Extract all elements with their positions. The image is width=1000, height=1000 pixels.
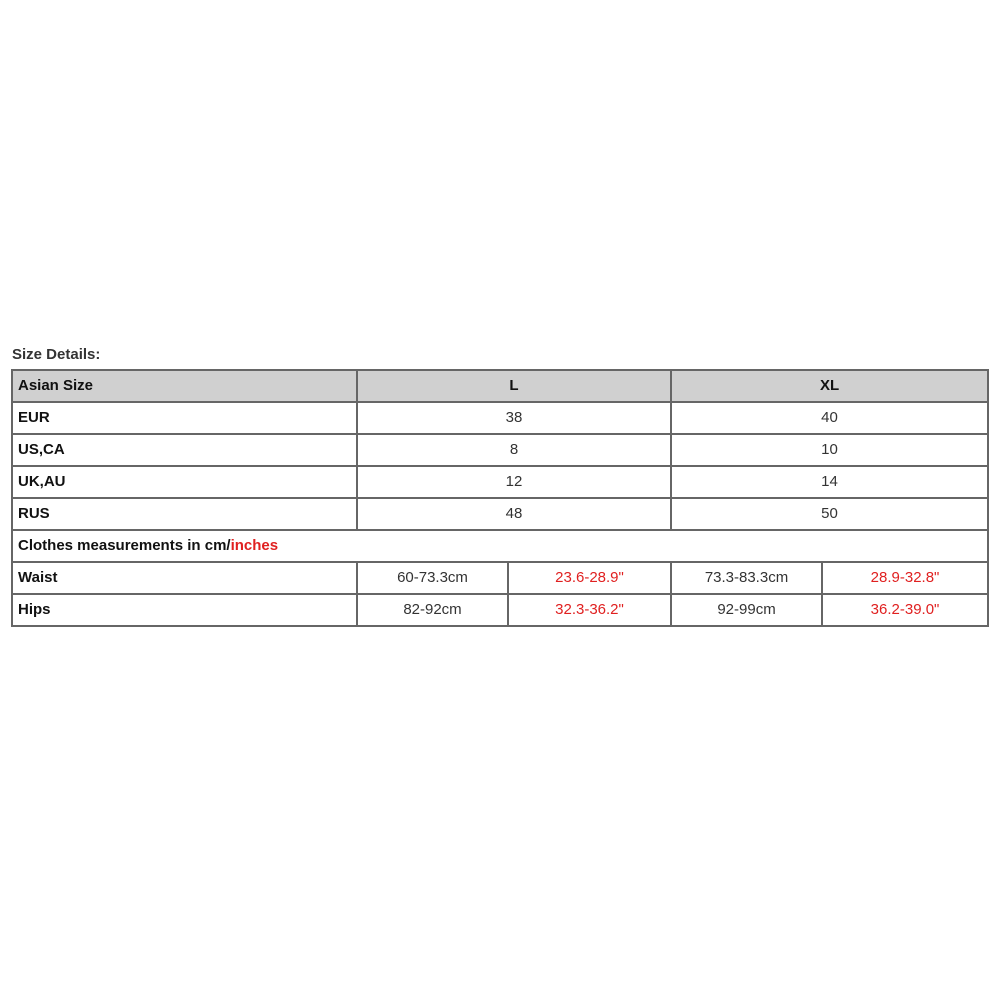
- cell-cm: 60-73.3cm: [357, 562, 508, 594]
- cell-value: 50: [671, 498, 988, 530]
- cell-inches: 32.3-36.2": [508, 594, 671, 626]
- size-header-xl: XL: [671, 370, 988, 402]
- cell-inches: 23.6-28.9": [508, 562, 671, 594]
- measurements-heading-prefix: Clothes measurements in cm/: [18, 537, 231, 554]
- measurements-heading-inches: inches: [230, 537, 279, 554]
- cell-value: 38: [357, 402, 671, 434]
- cell-value: 10: [671, 434, 988, 466]
- cell-inches: 36.2-39.0": [822, 594, 988, 626]
- measurements-heading: [12, 530, 988, 562]
- cell-value: 8: [357, 434, 671, 466]
- cell-cm: 73.3-83.3cm: [671, 562, 822, 594]
- size-header-l: L: [357, 370, 671, 402]
- table-row-rus: [12, 498, 988, 530]
- cell-cm: 92-99cm: [671, 594, 822, 626]
- header-row: [12, 370, 988, 402]
- row-label: EUR: [12, 402, 357, 434]
- asian-size-label: Asian Size: [12, 370, 357, 402]
- cell-value: 40: [671, 402, 988, 434]
- table-row-hips: [12, 594, 988, 626]
- size-details-caption: Size Details:: [12, 346, 101, 363]
- table-row-waist: [12, 562, 988, 594]
- row-label: Hips: [12, 594, 357, 626]
- table-row-uk-au: [12, 466, 988, 498]
- size-chart-table: [11, 369, 989, 627]
- cell-value: 14: [671, 466, 988, 498]
- row-label: UK,AU: [12, 466, 357, 498]
- cell-inches: 28.9-32.8": [822, 562, 988, 594]
- cell-value: 48: [357, 498, 671, 530]
- row-label: US,CA: [12, 434, 357, 466]
- row-label: RUS: [12, 498, 357, 530]
- cell-value: 12: [357, 466, 671, 498]
- cell-cm: 82-92cm: [357, 594, 508, 626]
- measurements-heading-row: [12, 530, 988, 562]
- table-row-eur: [12, 402, 988, 434]
- row-label: Waist: [12, 562, 357, 594]
- table-row-us-ca: [12, 434, 988, 466]
